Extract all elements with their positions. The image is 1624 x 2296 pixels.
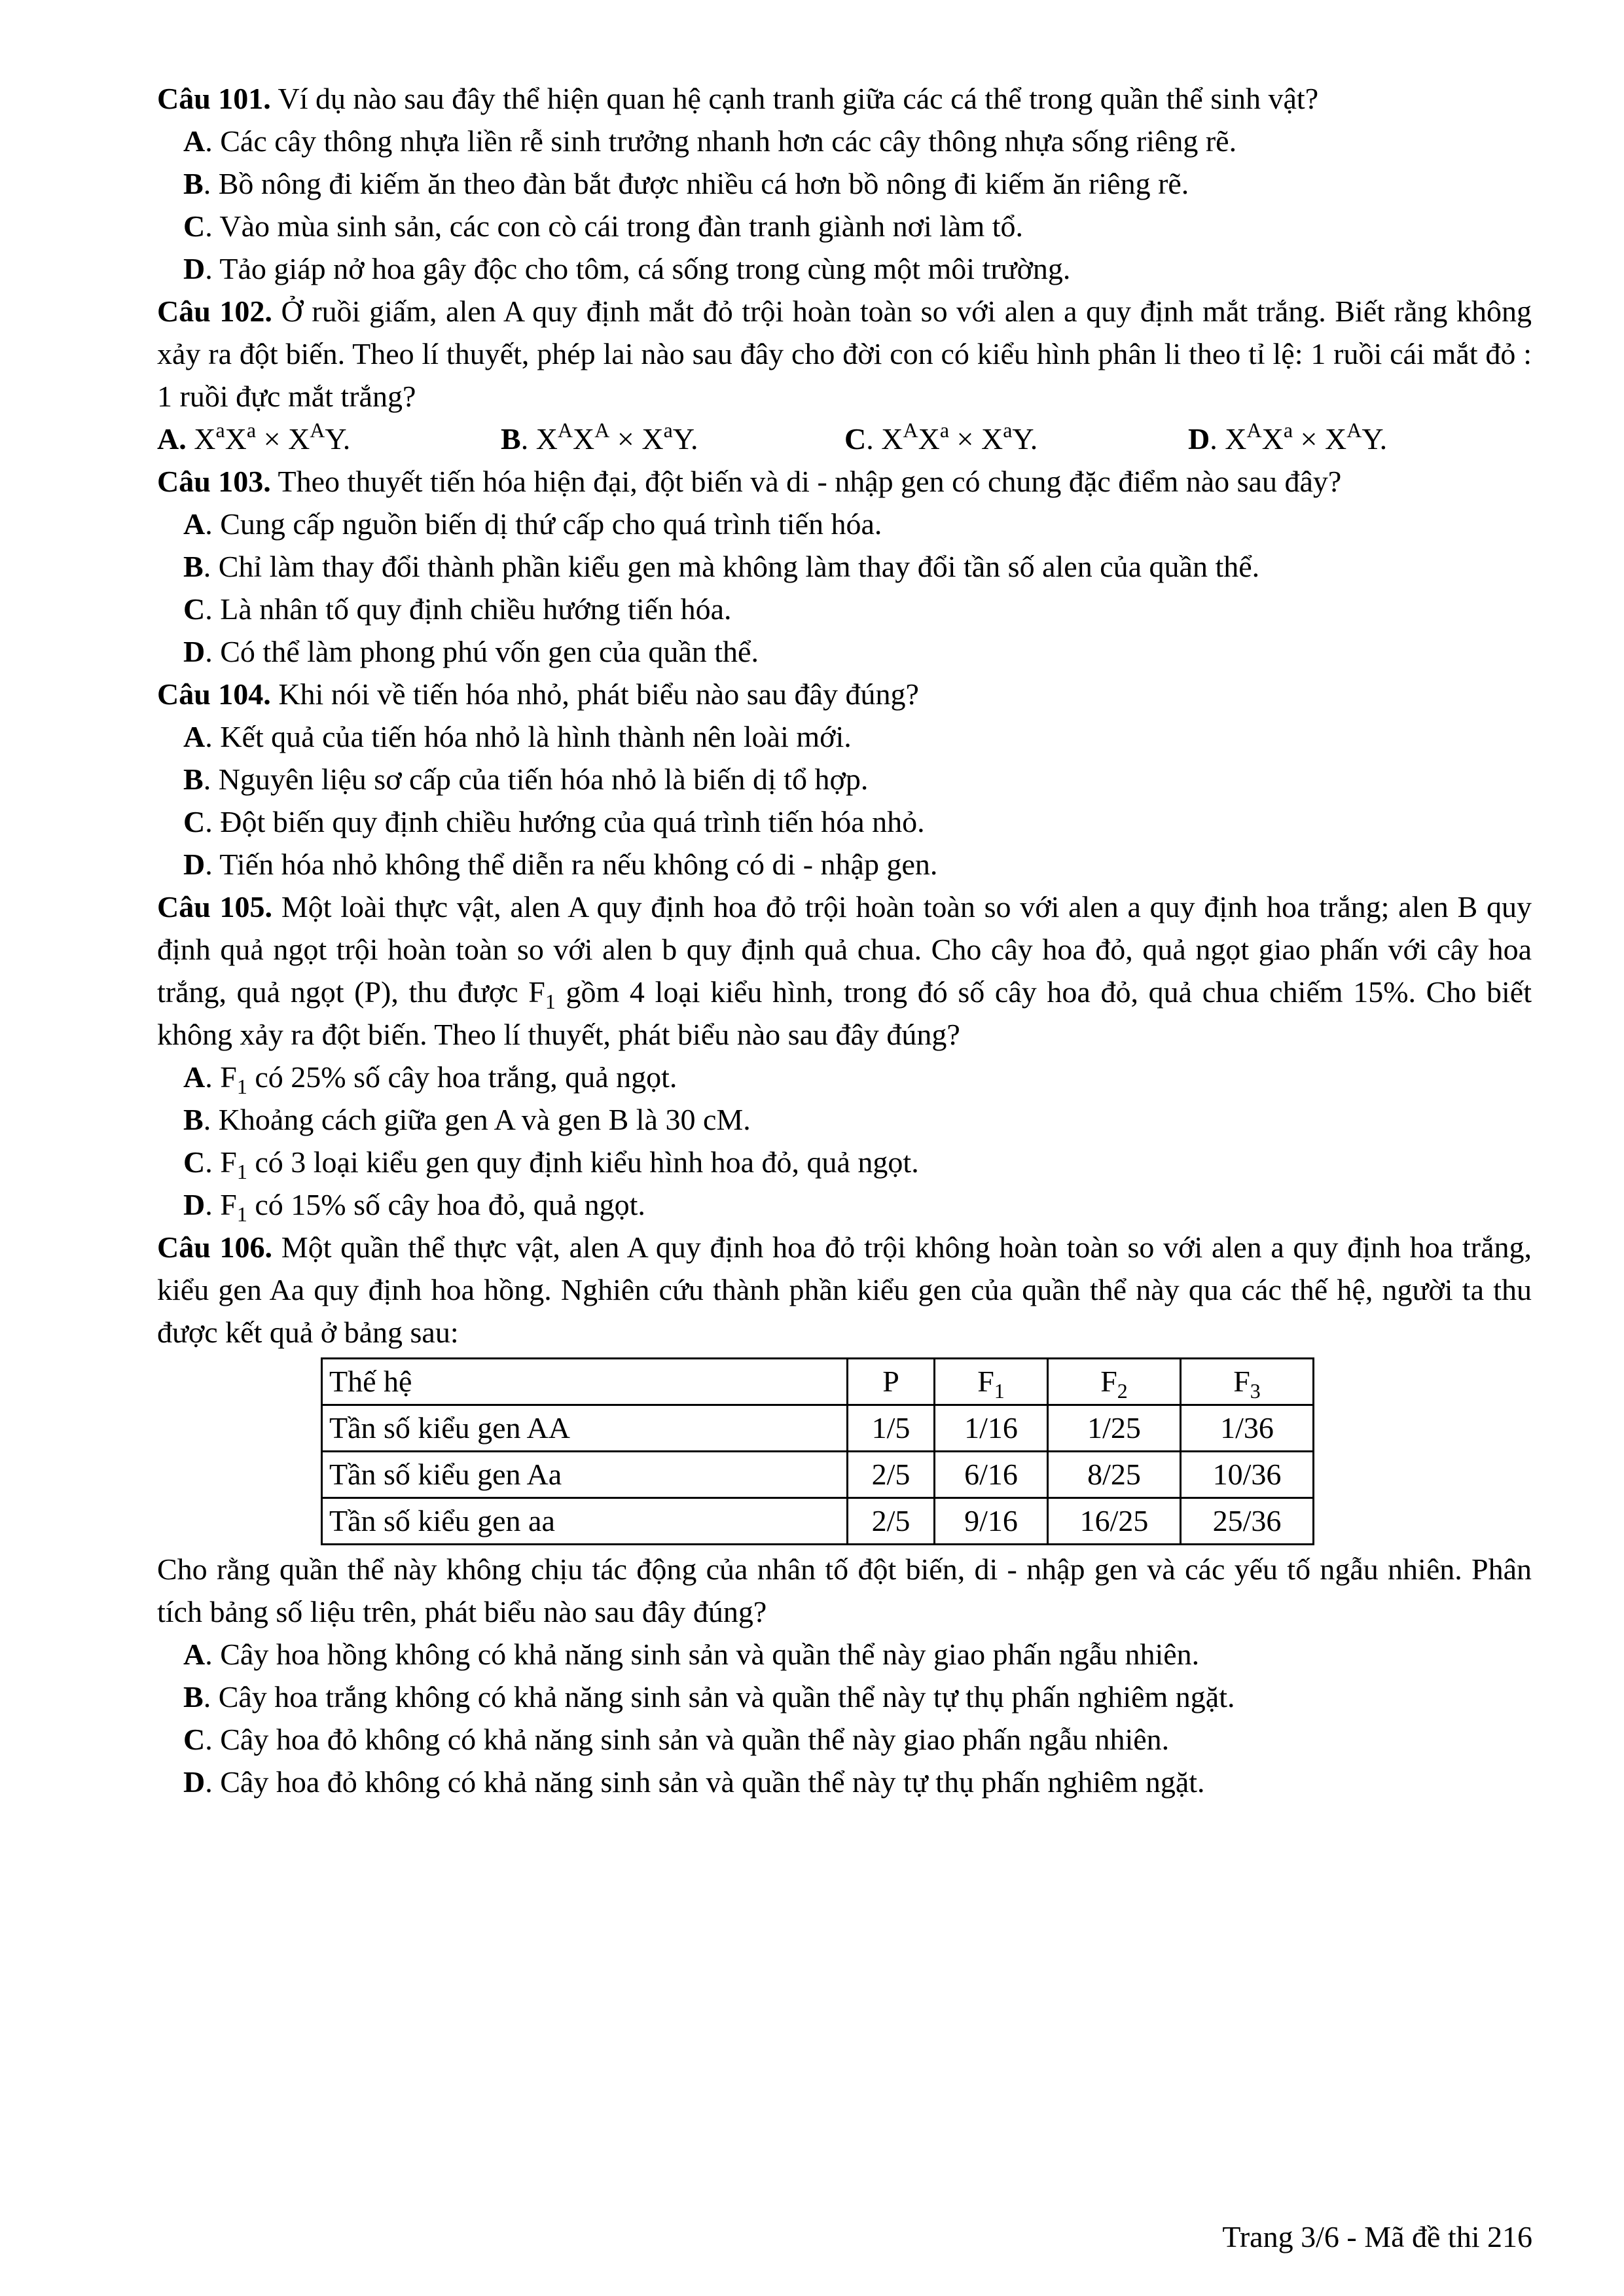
option-text: . Có thể làm phong phú vốn gen của quần thể. — [205, 635, 759, 668]
option-text: . Tảo giáp nở hoa gây độc cho tôm, cá sống trong cùng một môi trường. — [205, 252, 1071, 285]
option-102-d — [1188, 418, 1532, 460]
option-102-c — [844, 418, 1188, 460]
question-106-stem — [157, 1226, 1532, 1354]
allele: A — [1346, 418, 1362, 442]
question-103-stem — [157, 460, 1532, 503]
option-101-d — [157, 247, 1532, 290]
option-text: . Cây hoa trắng không có khả năng sinh sản và quần thể này tự thụ phấn nghiêm ngặt. — [203, 1680, 1235, 1713]
chromosome-x: X — [981, 422, 1003, 456]
option-label: A — [183, 1060, 206, 1094]
question-text: gồm 4 loại kiểu hình, trong đó số cây hoa đỏ, quả chua chiếm 15%. Cho biết không xảy ra đột biến. Theo lí thuyết, phát biểu nào sau đây đúng? — [157, 975, 1532, 1051]
table-cell: 6/16 — [935, 1452, 1048, 1498]
chromosome-x: X — [288, 422, 310, 456]
option-102-b — [501, 418, 844, 460]
option-label: C — [183, 592, 206, 626]
question-101-stem — [157, 77, 1532, 120]
exam-page — [157, 77, 1532, 1803]
option-101-b — [157, 162, 1532, 205]
question-106 — [157, 1226, 1532, 1803]
option-text: . Đột biến quy định chiều hướng của quá trình tiến hóa nhỏ. — [205, 805, 925, 838]
table-cell: 2/5 — [848, 1452, 935, 1498]
allele: a — [663, 418, 673, 442]
allele: A — [310, 418, 325, 442]
question-103 — [157, 460, 1532, 673]
option-label: A — [183, 720, 206, 753]
option-text: có 3 loại kiểu gen quy định kiểu hình hoa đỏ, quả ngọt. — [247, 1145, 919, 1179]
question-number: Câu 101. — [157, 82, 271, 115]
table-header-cell: Thế hệ — [322, 1359, 848, 1405]
allele: A — [594, 418, 610, 442]
chromosome-x: X — [535, 422, 558, 456]
question-number: Câu 105. — [157, 890, 273, 924]
option-106-b — [157, 1676, 1532, 1718]
option-label: D — [183, 848, 206, 881]
question-text: Ở ruồi giấm, alen A quy định mắt đỏ trội hoàn toàn so với alen a quy định mắt trắng. Biết rằng không xảy ra đột biến. Theo lí thuyết, phép lai nào sau đây cho đời con có kiểu hình phân li theo tỉ lệ: 1 ruồi cái mắt đỏ : 1 ruồi đực mắt trắng? — [157, 295, 1532, 413]
option-104-c — [157, 800, 1532, 843]
allele: a — [215, 418, 225, 442]
allele: a — [939, 418, 950, 442]
question-105 — [157, 886, 1532, 1226]
chromosome-x: X — [881, 422, 903, 456]
option-label: C — [183, 805, 206, 838]
option-text: . Bồ nông đi kiếm ăn theo đàn bắt được nhiều cá hơn bồ nông đi kiếm ăn riêng rẽ. — [203, 167, 1189, 200]
subscript: 1 — [545, 990, 556, 1013]
allele: A — [557, 418, 573, 442]
cross-symbol: × — [617, 422, 634, 456]
option-103-a — [157, 503, 1532, 545]
allele: a — [246, 418, 257, 442]
question-text: Một quần thể thực vật, alen A quy định hoa đỏ trội không hoàn toàn so với alen a quy định hoa trắng, kiểu gen Aa quy định hoa hồng. Nghiên cứu thành phần kiểu gen của quần thể này qua các thế hệ, người ta thu được kết quả ở bảng sau: — [157, 1230, 1532, 1349]
option-101-c — [157, 205, 1532, 247]
option-label: D — [1188, 422, 1210, 456]
option-label: A — [183, 507, 206, 541]
option-label: B — [501, 422, 521, 456]
option-104-b — [157, 758, 1532, 800]
question-102 — [157, 290, 1532, 460]
question-104 — [157, 673, 1532, 886]
option-text: . Là nhân tố quy định chiều hướng tiến hóa. — [205, 592, 732, 626]
option-text: . Chỉ làm thay đổi thành phần kiểu gen mà không làm thay đổi tần số alen của quần thể. — [203, 550, 1260, 583]
table-cell: 2/5 — [848, 1498, 935, 1545]
table-cell: Tần số kiểu gen aa — [322, 1498, 848, 1545]
genotype-frequency-table — [321, 1357, 1314, 1545]
option-104-a — [157, 715, 1532, 758]
question-number: Câu 102. — [157, 295, 272, 328]
option-101-a — [157, 120, 1532, 162]
option-105-c — [157, 1141, 1532, 1183]
question-106-followup: Cho rằng quần thể này không chịu tác động của nhân tố đột biến, di - nhập gen và các yếu tố ngẫu nhiên. Phân tích bảng số liệu trên, phát biểu nào sau đây đúng? — [157, 1552, 1532, 1628]
option-text: . Cây hoa đỏ không có khả năng sinh sản và quần thể này tự thụ phấn nghiêm ngặt. — [205, 1765, 1205, 1799]
option-text: . Khoảng cách giữa gen A và gen B là 30 cM. — [203, 1103, 751, 1136]
cross-symbol: × — [263, 422, 281, 456]
option-text: . Vào mùa sinh sản, các con cò cái trong đàn tranh giành nơi làm tổ. — [205, 209, 1024, 243]
option-text: . Các cây thông nhựa liền rễ sinh trưởng nhanh hơn các cây thông nhựa sống riêng rẽ. — [205, 124, 1237, 158]
option-label: D — [183, 635, 206, 668]
option-text: có 15% số cây hoa đỏ, quả ngọt. — [247, 1188, 645, 1221]
chromosome-y: Y. — [325, 422, 351, 456]
table-cell: 1/25 — [1048, 1405, 1181, 1452]
option-104-d — [157, 843, 1532, 886]
option-label: B — [183, 1103, 204, 1136]
table-header-row — [322, 1359, 1314, 1405]
option-label: A. — [157, 422, 187, 456]
cross-symbol: × — [956, 422, 974, 456]
option-text: . F — [205, 1145, 237, 1179]
option-dot: . — [866, 422, 874, 456]
option-label: B — [183, 762, 204, 796]
question-text: Một loài thực vật, alen A quy định hoa đỏ trội hoàn toàn so với alen a quy định hoa trắng; alen B quy định quả ngọt trội hoàn toàn so với alen b quy định quả chua. Cho cây hoa đỏ, quả ngọt giao phấn với cây hoa trắng, quả ngọt (P), thu được F — [157, 890, 1532, 1009]
option-label: B — [183, 1680, 204, 1713]
option-label: B — [183, 550, 204, 583]
question-text: Theo thuyết tiến hóa hiện đại, đột biến và di - nhập gen có chung đặc điểm nào sau đây? — [270, 465, 1342, 498]
chromosome-x: X — [641, 422, 664, 456]
allele: A — [1246, 418, 1262, 442]
question-number: Câu 106. — [157, 1230, 273, 1264]
table-cell: 10/36 — [1181, 1452, 1314, 1498]
option-label: A — [183, 1638, 206, 1671]
table-header-cell: $F_1$ — [935, 1359, 1048, 1405]
option-text: . Cây hoa đỏ không có khả năng sinh sản và quần thể này giao phấn ngẫu nhiên. — [205, 1723, 1170, 1756]
option-text: có 25% số cây hoa trắng, quả ngọt. — [247, 1060, 677, 1094]
chromosome-y: Y. — [1362, 422, 1388, 456]
option-106-d — [157, 1761, 1532, 1803]
option-103-d — [157, 630, 1532, 673]
question-105-stem — [157, 886, 1532, 1056]
option-text: . F — [205, 1188, 237, 1221]
option-label: D — [183, 1188, 206, 1221]
chromosome-x: X — [194, 422, 216, 456]
question-104-stem — [157, 673, 1532, 715]
table-header-cell: $F_2$ — [1048, 1359, 1181, 1405]
table-header-cell: $F_3$ — [1181, 1359, 1314, 1405]
question-text: Ví dụ nào sau đây thể hiện quan hệ cạnh tranh giữa các cá thể trong quần thể sinh vật? — [270, 82, 1319, 115]
allele: a — [1003, 418, 1013, 442]
option-105-b — [157, 1098, 1532, 1141]
question-101 — [157, 77, 1532, 290]
table-cell: 25/36 — [1181, 1498, 1314, 1545]
question-number: Câu 103. — [157, 465, 271, 498]
option-106-c — [157, 1718, 1532, 1761]
table-cell: 8/25 — [1048, 1452, 1181, 1498]
option-text: . Cung cấp nguồn biến dị thứ cấp cho quá trình tiến hóa. — [205, 507, 882, 541]
table-cell: 1/16 — [935, 1405, 1048, 1452]
chromosome-x: X — [918, 422, 940, 456]
option-label: C — [844, 422, 867, 456]
chromosome-x: X — [225, 422, 247, 456]
table-row — [322, 1498, 1314, 1545]
table-cell: 9/16 — [935, 1498, 1048, 1545]
chromosome-y: Y. — [1012, 422, 1038, 456]
question-number: Câu 104. — [157, 677, 271, 711]
page-footer: Trang 3/6 - Mã đề thi 216 — [1222, 2220, 1532, 2253]
question-102-stem — [157, 290, 1532, 418]
table-row — [322, 1405, 1314, 1452]
chromosome-y: Y. — [672, 422, 698, 456]
subscript: 1 — [236, 1202, 247, 1226]
option-text: . Nguyên liệu sơ cấp của tiến hóa nhỏ là biến dị tổ hợp. — [203, 762, 869, 796]
option-label: D — [183, 252, 206, 285]
option-103-c — [157, 588, 1532, 630]
table-row — [322, 1452, 1314, 1498]
table-cell: 16/25 — [1048, 1498, 1181, 1545]
table-cell: Tần số kiểu gen AA — [322, 1405, 848, 1452]
option-label: C — [183, 1145, 206, 1179]
option-text: . Tiến hóa nhỏ không thể diễn ra nếu không có di - nhập gen. — [205, 848, 938, 881]
option-103-b — [157, 545, 1532, 588]
table-cell: 1/5 — [848, 1405, 935, 1452]
subscript: 1 — [236, 1075, 247, 1098]
option-105-a — [157, 1056, 1532, 1098]
allele: a — [1283, 418, 1293, 442]
option-dot: . — [520, 422, 529, 456]
option-label: C — [183, 209, 206, 243]
chromosome-x: X — [1225, 422, 1247, 456]
option-label: D — [183, 1765, 206, 1799]
allele: A — [903, 418, 918, 442]
option-label: C — [183, 1723, 206, 1756]
chromosome-x: X — [1261, 422, 1284, 456]
option-dot: . — [1210, 422, 1218, 456]
option-106-a — [157, 1633, 1532, 1676]
question-text: Khi nói về tiến hóa nhỏ, phát biểu nào sau đây đúng? — [270, 677, 919, 711]
option-102-a — [157, 418, 501, 460]
option-row-102 — [157, 418, 1532, 460]
option-text: . Kết quả của tiến hóa nhỏ là hình thành nên loài mới. — [205, 720, 852, 753]
cross-symbol: × — [1300, 422, 1318, 456]
table-cell: Tần số kiểu gen Aa — [322, 1452, 848, 1498]
table-cell: 1/36 — [1181, 1405, 1314, 1452]
option-label: A — [183, 124, 206, 158]
option-105-d — [157, 1183, 1532, 1226]
option-text: . F — [205, 1060, 237, 1094]
option-text: . Cây hoa hồng không có khả năng sinh sản và quần thể này giao phấn ngẫu nhiên. — [205, 1638, 1200, 1671]
option-label: B — [183, 167, 204, 200]
chromosome-x: X — [1324, 422, 1347, 456]
subscript: 1 — [236, 1160, 247, 1183]
chromosome-x: X — [573, 422, 595, 456]
table-header-cell: P — [848, 1359, 935, 1405]
